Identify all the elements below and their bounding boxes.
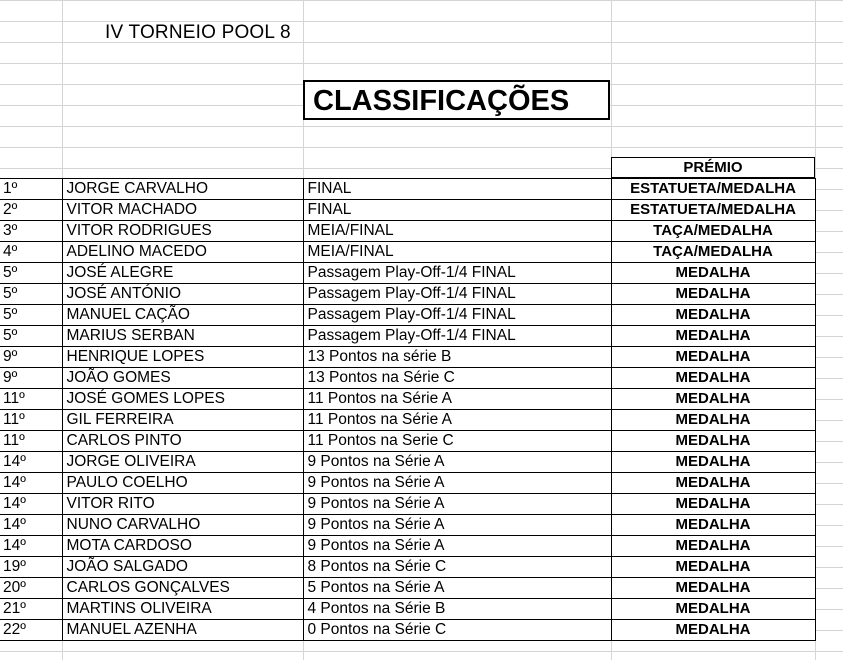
player-name-cell[interactable]: PAULO COELHO (62, 473, 303, 494)
prize-cell[interactable]: MEDALHA (611, 515, 815, 536)
stage-cell[interactable]: 4 Pontos na Série B (303, 599, 611, 620)
table-row (0, 557, 815, 578)
player-name-cell[interactable]: VITOR MACHADO (62, 200, 303, 221)
position-cell[interactable]: 22º (0, 620, 62, 641)
position-cell[interactable]: 5º (0, 305, 62, 326)
table-row (0, 368, 815, 389)
table-row (0, 242, 815, 263)
player-name-cell[interactable]: MOTA CARDOSO (62, 536, 303, 557)
table-row (0, 599, 815, 620)
position-cell[interactable]: 14º (0, 473, 62, 494)
position-cell[interactable]: 14º (0, 536, 62, 557)
position-cell[interactable]: 9º (0, 368, 62, 389)
table-row (0, 179, 815, 200)
stage-cell[interactable]: Passagem Play-Off-1/4 FINAL (303, 284, 611, 305)
prize-cell[interactable]: MEDALHA (611, 578, 815, 599)
position-cell[interactable]: 14º (0, 452, 62, 473)
player-name-cell[interactable]: MANUEL AZENHA (62, 620, 303, 641)
position-cell[interactable]: 9º (0, 347, 62, 368)
stage-cell[interactable]: Passagem Play-Off-1/4 FINAL (303, 326, 611, 347)
player-name-cell[interactable]: JOÃO SALGADO (62, 557, 303, 578)
stage-cell[interactable]: 9 Pontos na Série A (303, 473, 611, 494)
stage-cell[interactable]: 9 Pontos na Série A (303, 452, 611, 473)
table-row (0, 578, 815, 599)
stage-cell[interactable]: 9 Pontos na Série A (303, 536, 611, 557)
stage-cell[interactable]: 11 Pontos na Série A (303, 410, 611, 431)
stage-cell[interactable]: 5 Pontos na Série A (303, 578, 611, 599)
prize-cell[interactable]: TAÇA/MEDALHA (611, 221, 815, 242)
prize-cell[interactable]: MEDALHA (611, 410, 815, 431)
prize-cell[interactable]: ESTATUETA/MEDALHA (611, 179, 815, 200)
position-cell[interactable]: 3º (0, 221, 62, 242)
position-cell[interactable]: 11º (0, 389, 62, 410)
prize-cell[interactable]: TAÇA/MEDALHA (611, 242, 815, 263)
prize-cell[interactable]: MEDALHA (611, 263, 815, 284)
stage-cell[interactable]: 8 Pontos na Série C (303, 557, 611, 578)
player-name-cell[interactable]: JORGE OLIVEIRA (62, 452, 303, 473)
table-row (0, 452, 815, 473)
player-name-cell[interactable]: JOSÉ ALEGRE (62, 263, 303, 284)
table-row (0, 326, 815, 347)
stage-cell[interactable]: 13 Pontos na série B (303, 347, 611, 368)
heading-cell[interactable] (303, 80, 610, 120)
stage-cell[interactable]: 11 Pontos na Série A (303, 389, 611, 410)
stage-cell[interactable]: FINAL (303, 200, 611, 221)
position-cell[interactable]: 2º (0, 200, 62, 221)
prize-cell[interactable]: MEDALHA (611, 494, 815, 515)
position-cell[interactable]: 11º (0, 431, 62, 452)
prize-cell[interactable]: MEDALHA (611, 452, 815, 473)
classifications-heading: CLASSIFICAÇÕES (313, 85, 570, 117)
prize-cell[interactable]: MEDALHA (611, 431, 815, 452)
position-cell[interactable]: 1º (0, 179, 62, 200)
table-row (0, 389, 815, 410)
prize-cell[interactable]: MEDALHA (611, 473, 815, 494)
stage-cell[interactable]: FINAL (303, 179, 611, 200)
player-name-cell[interactable]: ADELINO MACEDO (62, 242, 303, 263)
position-cell[interactable]: 5º (0, 263, 62, 284)
player-name-cell[interactable]: CARLOS PINTO (62, 431, 303, 452)
player-name-cell[interactable]: MANUEL CAÇÃO (62, 305, 303, 326)
stage-cell[interactable]: 0 Pontos na Série C (303, 620, 611, 641)
table-row (0, 494, 815, 515)
table-row (0, 620, 815, 641)
position-cell[interactable]: 20º (0, 578, 62, 599)
stage-cell[interactable]: 9 Pontos na Série A (303, 515, 611, 536)
player-name-cell[interactable]: JORGE CARVALHO (62, 179, 303, 200)
prize-cell[interactable]: MEDALHA (611, 368, 815, 389)
prize-cell[interactable]: MEDALHA (611, 389, 815, 410)
stage-cell[interactable]: Passagem Play-Off-1/4 FINAL (303, 263, 611, 284)
table-row (0, 410, 815, 431)
player-name-cell[interactable]: VITOR RITO (62, 494, 303, 515)
prize-cell[interactable]: MEDALHA (611, 557, 815, 578)
table-row (0, 305, 815, 326)
prize-cell[interactable]: MEDALHA (611, 284, 815, 305)
stage-cell[interactable]: MEIA/FINAL (303, 221, 611, 242)
player-name-cell[interactable]: CARLOS GONÇALVES (62, 578, 303, 599)
player-name-cell[interactable]: JOSÉ GOMES LOPES (62, 389, 303, 410)
player-name-cell[interactable]: MARTINS OLIVEIRA (62, 599, 303, 620)
table-row (0, 284, 815, 305)
tournament-title[interactable]: IV TORNEIO POOL 8 (105, 22, 291, 43)
prize-cell[interactable]: MEDALHA (611, 347, 815, 368)
table-row (0, 473, 815, 494)
table-row (0, 263, 815, 284)
results-table (0, 178, 816, 641)
player-name-cell[interactable]: MARIUS SERBAN (62, 326, 303, 347)
position-cell[interactable]: 5º (0, 326, 62, 347)
table-row (0, 536, 815, 557)
prize-cell[interactable]: ESTATUETA/MEDALHA (611, 200, 815, 221)
position-cell[interactable]: 4º (0, 242, 62, 263)
position-cell[interactable]: 5º (0, 284, 62, 305)
prize-cell[interactable]: MEDALHA (611, 599, 815, 620)
player-name-cell[interactable]: GIL FERREIRA (62, 410, 303, 431)
table-row (0, 347, 815, 368)
stage-cell[interactable]: Passagem Play-Off-1/4 FINAL (303, 305, 611, 326)
table-row (0, 221, 815, 242)
stage-cell[interactable]: 11 Pontos na Serie C (303, 431, 611, 452)
table-row (0, 200, 815, 221)
position-cell[interactable]: 11º (0, 410, 62, 431)
player-name-cell[interactable]: VITOR RODRIGUES (62, 221, 303, 242)
prize-cell[interactable]: MEDALHA (611, 326, 815, 347)
prize-cell[interactable]: MEDALHA (611, 305, 815, 326)
position-cell[interactable]: 21º (0, 599, 62, 620)
table-row (0, 515, 815, 536)
table-row (0, 431, 815, 452)
position-cell[interactable]: 19º (0, 557, 62, 578)
player-name-cell[interactable]: HENRIQUE LOPES (62, 347, 303, 368)
player-name-cell[interactable]: JOSÉ ANTÓNIO (62, 284, 303, 305)
prize-cell[interactable]: MEDALHA (611, 620, 815, 641)
stage-cell[interactable]: MEIA/FINAL (303, 242, 611, 263)
prize-column-header[interactable]: PRÉMIO (611, 157, 815, 178)
stage-cell[interactable]: 13 Pontos na Série C (303, 368, 611, 389)
player-name-cell[interactable]: NUNO CARVALHO (62, 515, 303, 536)
player-name-cell[interactable]: JOÃO GOMES (62, 368, 303, 389)
stage-cell[interactable]: 9 Pontos na Série A (303, 494, 611, 515)
position-cell[interactable]: 14º (0, 494, 62, 515)
prize-cell[interactable]: MEDALHA (611, 536, 815, 557)
position-cell[interactable]: 14º (0, 515, 62, 536)
